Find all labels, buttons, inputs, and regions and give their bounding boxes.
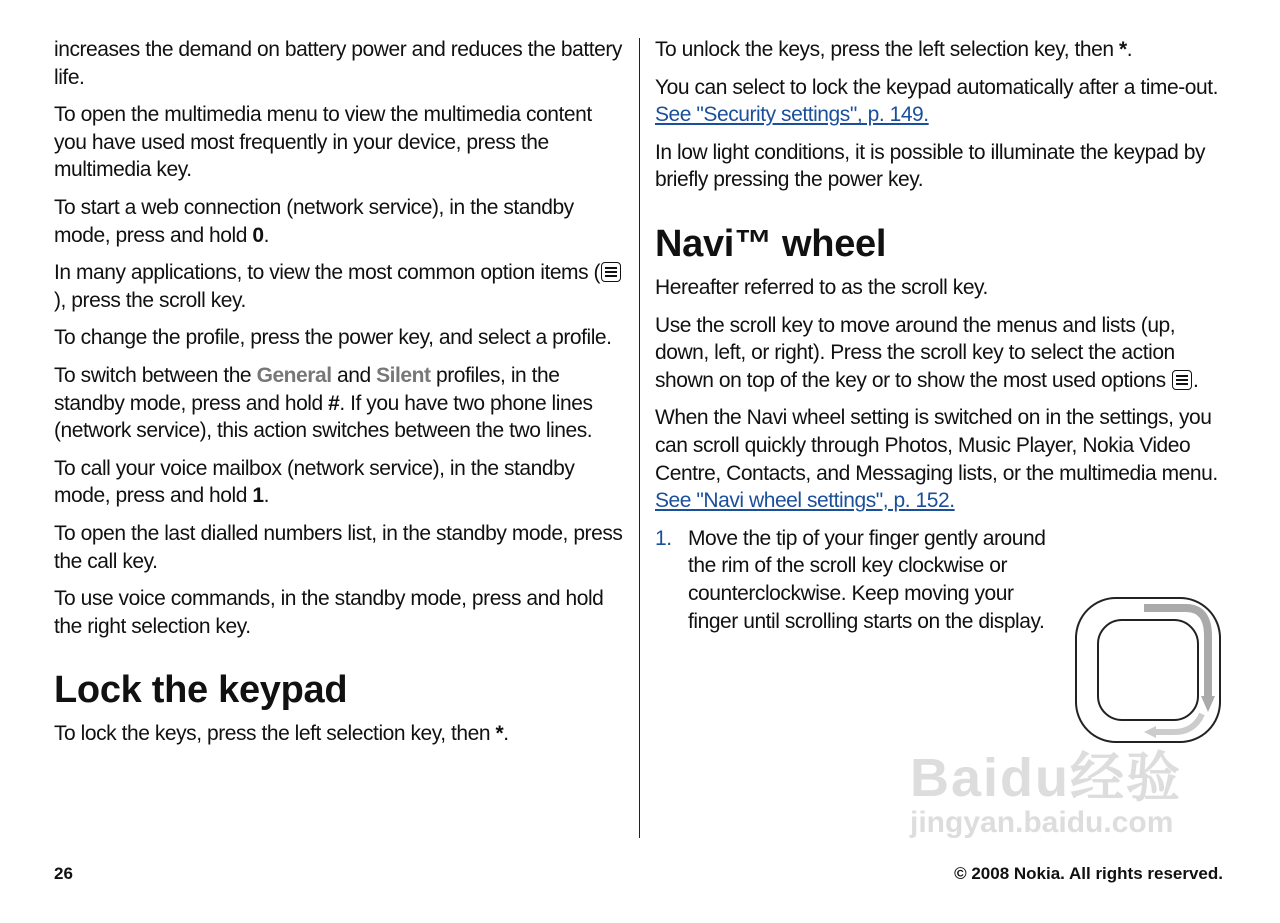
watermark-logo: Baidu经验 xyxy=(910,748,1183,808)
paragraph xyxy=(655,274,1227,302)
text: . If you have two phone lines (network service), this action switches between the two lines. xyxy=(54,391,593,443)
text: . xyxy=(263,484,269,508)
text: In low light conditions, it is possible to illuminate the keypad by briefly pressing the power key. xyxy=(655,140,1205,192)
text: Use the scroll key to move around the menus and lists (up, down, left, or right). Press the scroll key to select the action shown on top of the key or to show the most used options xyxy=(655,313,1176,392)
profile-general: General xyxy=(256,363,332,387)
text: To unlock the keys, press the left selection key, then xyxy=(655,38,1119,61)
step-text: Move the tip of your finger gently around the rim of the scroll key clockwise or counterclockwise. Keep moving your finger until scrolling starts on the display. xyxy=(688,526,1046,633)
paragraph xyxy=(655,139,1227,194)
paragraph xyxy=(54,362,626,445)
heading-navi-wheel: Navi™ wheel xyxy=(655,222,887,265)
text: . xyxy=(263,223,269,247)
key-zero: 0 xyxy=(252,223,264,247)
security-settings-link[interactable]: See "Security settings", p. 149. xyxy=(655,103,929,127)
key-one: 1 xyxy=(252,484,264,508)
copyright: © 2008 Nokia. All rights reserved. xyxy=(954,864,1223,883)
text: To lock the keys, press the left selection key, then xyxy=(54,722,496,746)
key-hash: # xyxy=(328,391,340,415)
text: To use voice commands, in the standby mode, press and hold the right selection key. xyxy=(54,587,604,638)
text: . xyxy=(1193,368,1199,392)
paragraph xyxy=(54,455,626,510)
options-menu-icon xyxy=(601,262,621,282)
text: . xyxy=(503,722,509,746)
text: To switch between the xyxy=(54,363,257,387)
paragraph xyxy=(54,36,626,91)
right-column xyxy=(655,36,1227,635)
text: . xyxy=(1126,38,1133,61)
text: and xyxy=(331,363,377,387)
text: Hereafter referred to as the scroll key. xyxy=(655,275,988,299)
baidu-watermark xyxy=(910,735,1182,840)
text: increases the demand on battery power and reduces the battery life. xyxy=(54,38,622,89)
paragraph xyxy=(655,312,1227,395)
paragraph xyxy=(655,36,1227,64)
page-number: 26 xyxy=(54,864,73,883)
text: To open the multimedia menu to view the multimedia content you have used most frequently in your device, press the multimedia key. xyxy=(54,103,592,182)
text: To start a web connection (network service), in the standby mode, press and hold xyxy=(54,195,574,247)
heading-lock-keypad: Lock the keypad xyxy=(54,669,348,712)
paragraph xyxy=(54,520,626,575)
column-divider xyxy=(639,38,640,838)
text: To call your voice mailbox (network service), in the standby mode, press and hold xyxy=(54,456,575,508)
profile-silent: Silent xyxy=(376,363,431,387)
text: When the Navi wheel setting is switched on in the settings, you can scroll quickly through Photos, Music Player, Nokia Video Centre, Contacts, and Messaging lists, or the multimedia menu. xyxy=(655,406,1218,485)
options-menu-icon xyxy=(1172,370,1192,390)
step-number: 1. xyxy=(655,526,672,550)
key-star: * xyxy=(495,722,504,746)
paragraph xyxy=(54,324,626,352)
paragraph xyxy=(54,194,626,249)
paragraph xyxy=(54,259,626,314)
text: To change the profile, press the power key, and select a profile. xyxy=(54,326,612,350)
text: You can select to lock the keypad automatically after a time-out. xyxy=(655,75,1218,99)
left-column xyxy=(54,36,626,758)
paragraph xyxy=(54,720,626,748)
paragraph xyxy=(54,585,626,640)
text: In many applications, to view the most common option items ( xyxy=(54,261,601,285)
key-star: * xyxy=(1118,38,1127,61)
watermark-url: jingyan.baidu.com xyxy=(910,806,1174,839)
text: To open the last dialled numbers list, in the standby mode, press the call key. xyxy=(54,521,623,573)
text: profiles, in the standby mode, press and hold xyxy=(54,363,560,415)
paragraph xyxy=(655,74,1227,129)
scroll-key-illustration-icon xyxy=(1074,596,1222,744)
paragraph xyxy=(54,101,626,184)
text: ), press the scroll key. xyxy=(54,288,246,312)
navi-wheel-settings-link[interactable]: See "Navi wheel settings", p. 152. xyxy=(655,489,955,513)
list-item xyxy=(655,525,1058,635)
paragraph xyxy=(655,404,1227,514)
